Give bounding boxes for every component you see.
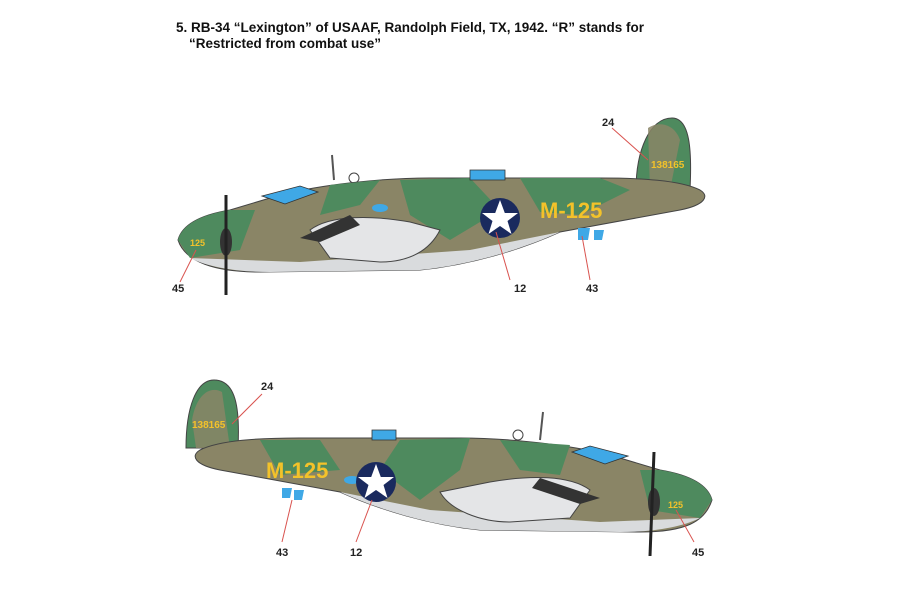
serial-top: 138165 <box>651 160 685 171</box>
callout-24-top: 24 <box>602 117 615 129</box>
fuselage-code-top: M-125 <box>540 198 603 223</box>
fuselage-code-bottom: M-125 <box>266 458 329 483</box>
serial-bottom: 138165 <box>192 420 226 431</box>
callout-12-top: 12 <box>514 283 527 295</box>
callout-43-bottom: 43 <box>276 547 289 559</box>
callout-12-bottom: 12 <box>350 547 363 559</box>
caption-line-1: 5. RB-34 “Lexington” of USAAF, Randolph Field, TX, 1942. “R” stands for <box>176 20 645 35</box>
national-insignia-bottom <box>356 462 396 502</box>
nose-code-bottom: 125 <box>668 500 684 510</box>
caption-line-2: “Restricted from combat use” <box>189 36 382 51</box>
callout-43-top: 43 <box>586 283 599 295</box>
callout-45-bottom: 45 <box>692 547 705 559</box>
callout-45-top: 45 <box>172 283 185 295</box>
callout-24-bottom: 24 <box>261 381 274 393</box>
nose-code-top: 125 <box>190 238 206 248</box>
